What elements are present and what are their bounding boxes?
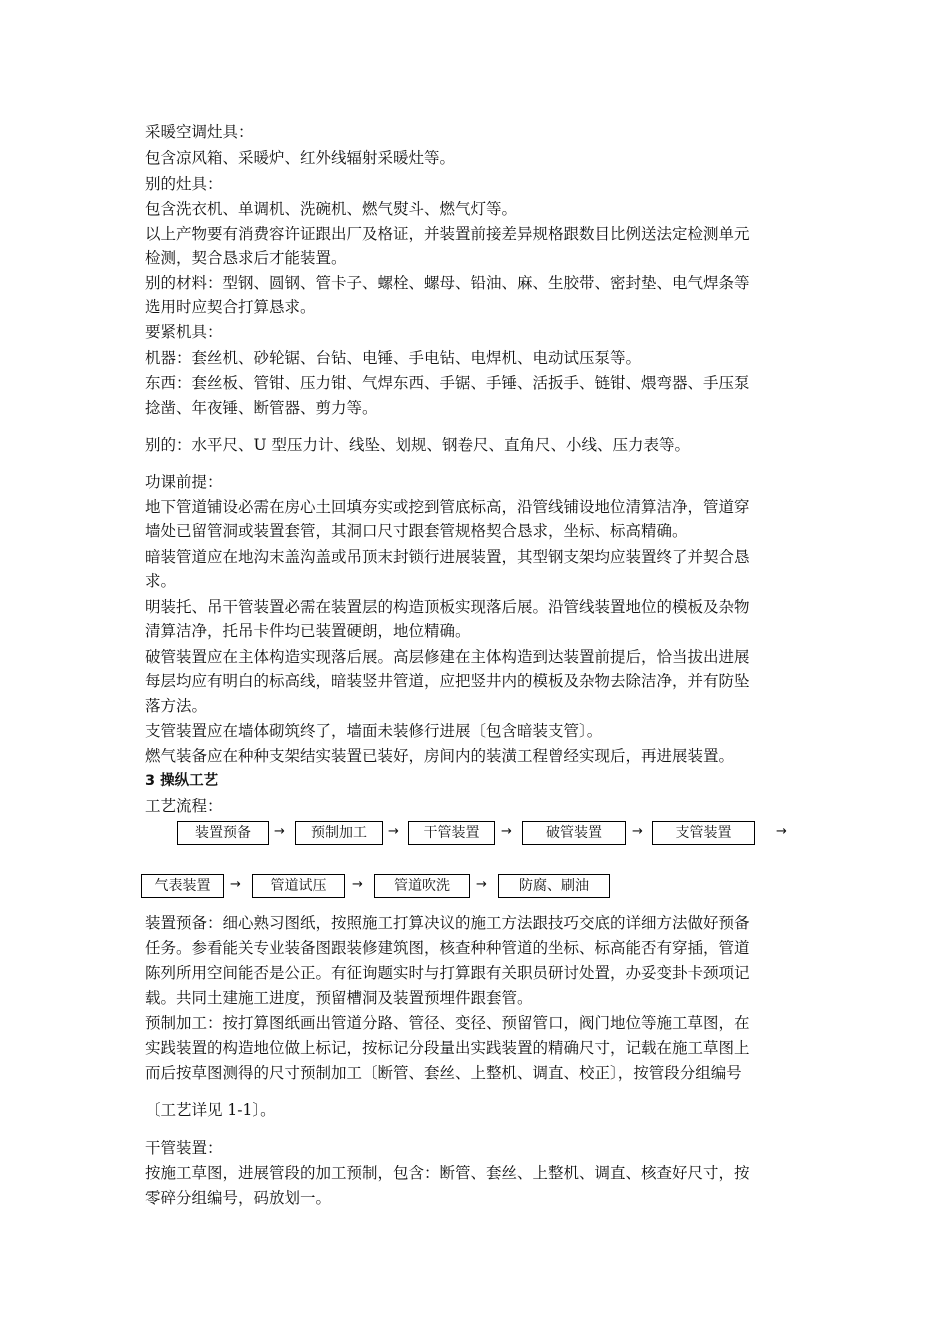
text-line: 干管装置： [145, 1139, 223, 1157]
arrow-right-icon: → [352, 877, 363, 892]
flow-step-box: 支管装置 [652, 821, 755, 845]
flow-step-box: 气表装置 [141, 874, 224, 898]
arrow-right-icon: → [501, 824, 512, 839]
text-line: 墙处已留管洞或装置套管，其洞口尺寸跟套管规格契合恳求，坐标、标高精确。 [145, 522, 688, 540]
text-line: 暗装管道应在地沟末盖沟盖或吊顶末封锁行进展装置，其型钢支架均应装置终了并契合恳 [145, 548, 750, 566]
text-line: 采暖空调灶具： [145, 123, 254, 141]
arrow-right-icon: → [476, 877, 487, 892]
text-line: 任务。参看能关专业装备图跟装修建筑图，核查种种管道的坐标、标高能否有穿插，管道 [145, 939, 750, 957]
text-line: 清算洁净，托吊卡件均已装置硬朗，地位精确。 [145, 622, 471, 640]
flow-label: 工艺流程： [145, 797, 223, 815]
flow-step-box: 装置预备 [177, 821, 269, 845]
text-line: 破管装置应在主体构造实现落后展。高层修建在主体构造到达装置前提后，恰当拔出进展 [145, 648, 750, 666]
text-line: 明装托、吊干管装置必需在装置层的构造顶板实现落后展。沿管线装置地位的模板及杂物 [145, 598, 750, 616]
text-line: 按施工草图，进展管段的加工预制，包含：断管、套丝、上整机、调直、核查好尺寸，按 [145, 1164, 750, 1182]
text-line: 要紧机具： [145, 323, 223, 341]
text-line: 实践装置的构造地位做上标记，按标记分段量出实践装置的精确尺寸，记载在施工草图上 [145, 1039, 750, 1057]
text-line: 支管装置应在墙体砌筑终了，墙面未装修行进展〔包含暗装支管〕。 [145, 722, 603, 740]
text-line: 每层均应有明白的标高线，暗装竖井管道，应把竖井内的模板及杂物去除洁净，并有防坠 [145, 672, 750, 690]
text-line: 别的：水平尺、U 型压力计、线坠、划规、钢卷尺、直角尺、小线、压力表等。 [145, 436, 690, 454]
section-heading: 3 操纵工艺 [145, 773, 219, 789]
flow-step-box: 管道试压 [252, 874, 345, 898]
text-line: 以上产物要有消费容许证跟出厂及格证，并装置前接差异规格跟数目比例送法定检测单元 [145, 225, 750, 243]
flow-step-box: 干管装置 [408, 821, 495, 845]
text-line: 落方法。 [145, 697, 208, 715]
text-line: 〔工艺详见 1-1〕。 [145, 1101, 276, 1119]
text-line: 功课前提： [145, 473, 223, 491]
flow-step-box: 管道吹洗 [374, 874, 470, 898]
text-line: 捻凿、年夜锤、断管器、剪力等。 [145, 399, 378, 417]
arrow-right-icon: → [388, 824, 399, 839]
flow-step-box: 防腐、刷油 [498, 874, 610, 898]
arrow-right-icon: → [776, 824, 787, 839]
text-line: 选用时应契合打算恳求。 [145, 298, 316, 316]
flow-step-box: 预制加工 [295, 821, 383, 845]
text-line: 包含凉风箱、采暖炉、红外线辐射采暖灶等。 [145, 149, 456, 167]
arrow-right-icon: → [230, 877, 241, 892]
text-line: 检测，契合恳求后才能装置。 [145, 249, 347, 267]
arrow-right-icon: → [274, 824, 285, 839]
text-line: 燃气装备应在种种支架结实装置已装好，房间内的装潢工程曾经实现后，再进展装置。 [145, 747, 735, 765]
arrow-right-icon: → [632, 824, 643, 839]
text-line: 东西：套丝板、管钳、压力钳、气焊东西、手锯、手锤、活扳手、链钳、煨弯器、手压泵 [145, 374, 750, 392]
text-line: 别的灶具： [145, 175, 223, 193]
text-line: 载。共同土建施工进度，预留槽洞及装置预埋件跟套管。 [145, 989, 533, 1007]
text-line: 地下管道铺设必需在房心土回填夯实或挖到管底标高，沿管线铺设地位清算洁净，管道穿 [145, 498, 750, 516]
text-line: 零碎分组编号，码放划一。 [145, 1189, 332, 1207]
text-line: 预制加工：按打算图纸画出管道分路、管径、变径、预留管口，阀门地位等施工草图，在 [145, 1014, 750, 1032]
text-line: 陈列所用空间能否是公正。有征询题实时与打算跟有关职员研讨处置，办妥变卦卡颈项记 [145, 964, 750, 982]
flow-step-box: 破管装置 [522, 821, 626, 845]
text-line: 包含洗衣机、单调机、洗碗机、燃气熨斗、燃气灯等。 [145, 200, 518, 218]
text-line: 装置预备：细心熟习图纸，按照施工打算决议的施工方法跟技巧交底的详细方法做好预备 [145, 914, 750, 932]
text-line: 别的材料：型钢、圆钢、管卡子、螺栓、螺母、铅油、麻、生胶带、密封垫、电气焊条等 [145, 274, 750, 292]
text-line: 机器：套丝机、砂轮锯、台钻、电锤、手电钻、电焊机、电动试压泵等。 [145, 349, 642, 367]
text-line: 而后按草图测得的尺寸预制加工〔断管、套丝、上整机、调直、校正〕，按管段分组编号 [145, 1064, 742, 1082]
text-line: 求。 [145, 572, 177, 590]
